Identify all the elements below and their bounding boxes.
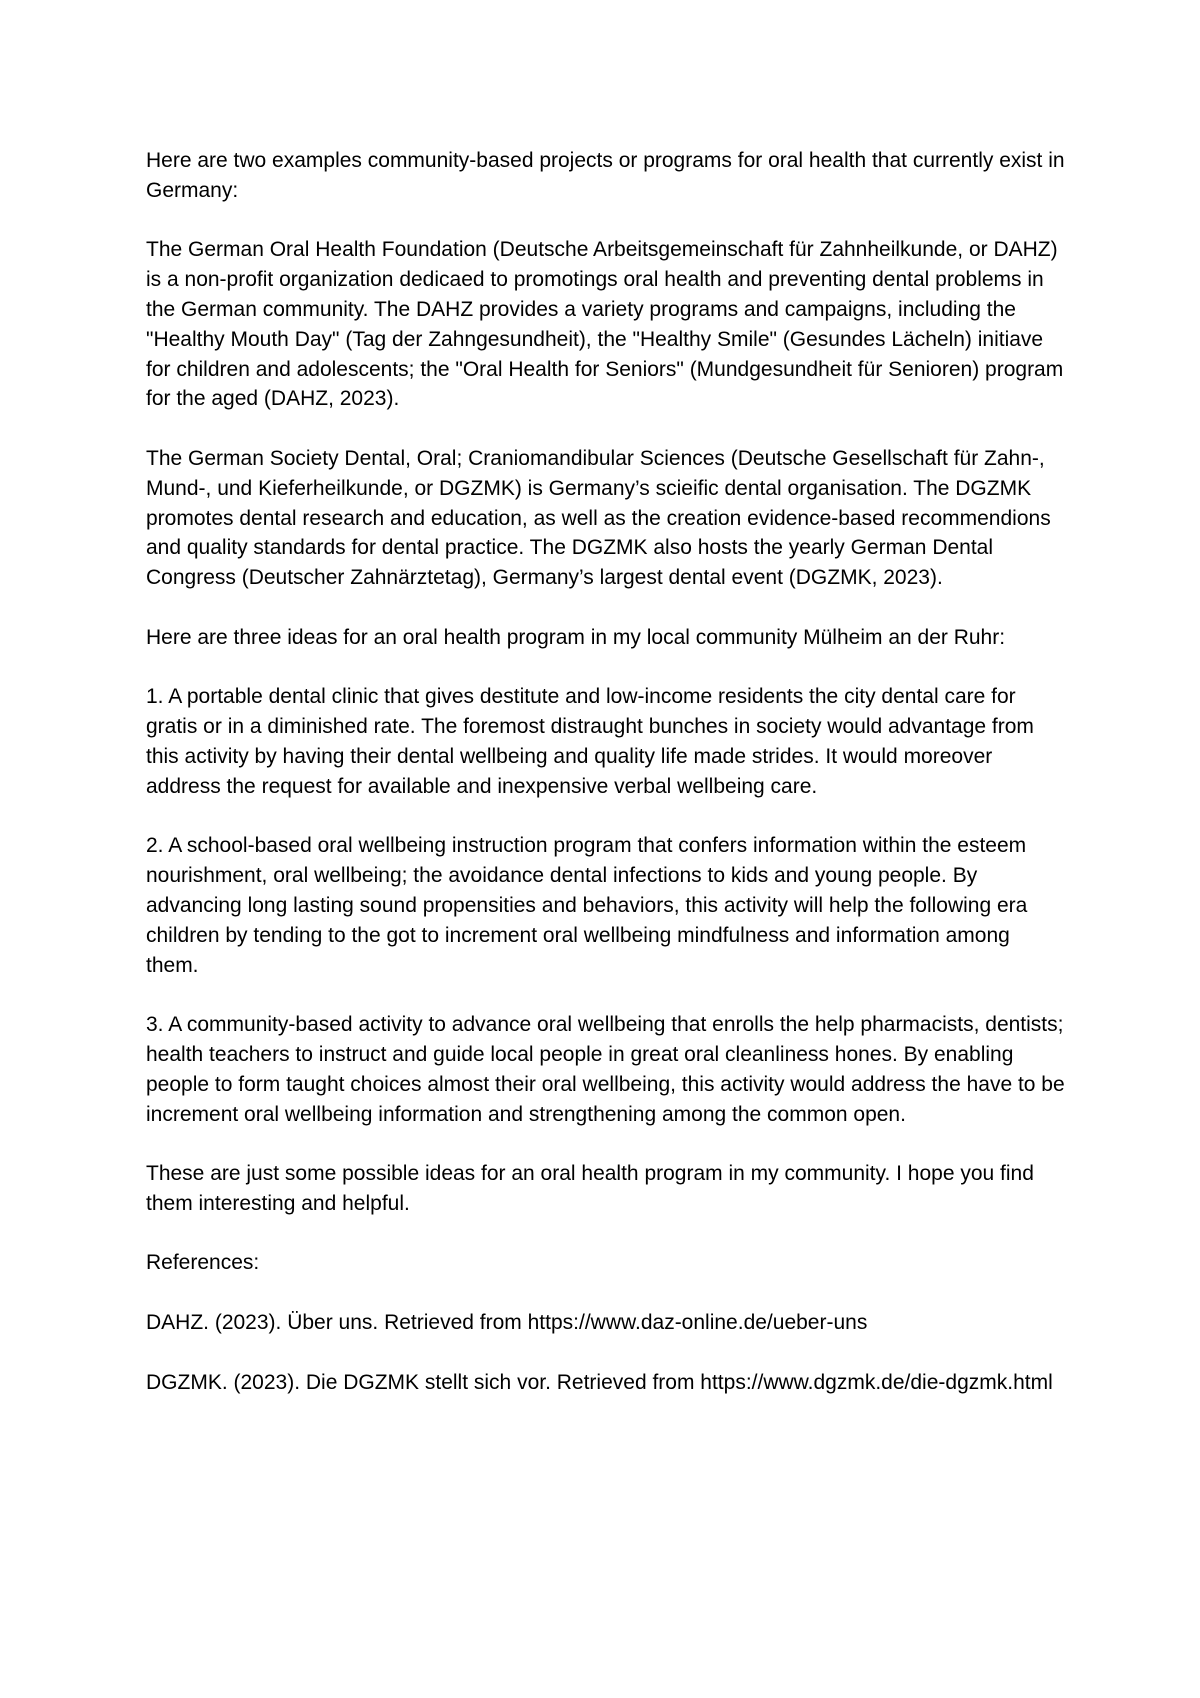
idea-3-paragraph: 3. A community-based activity to advance oral wellbeing that enrolls the help pharmacists, dentists; health teachers to instruct and guide local people in great oral cleanliness hones. By enabling people to form taught choices almost their oral wellbeing, this activity would address the have to be increment oral wellbeing information and strengthening among the common open.: [146, 1013, 1065, 1126]
closing-paragraph: These are just some possible ideas for an oral health program in my community. I hope you find them interesting and helpful.: [146, 1162, 1034, 1215]
idea-2-paragraph: 2. A school-based oral wellbeing instruction program that confers information within the esteem nourishment, oral wellbeing; the avoidance dental infections to kids and young people. By advancing long lasting sound propensities and behaviors, this activity will help the following era children by tending to the got to increment oral wellbeing mindfulness and information among them.: [146, 834, 1028, 977]
intro-ideas-paragraph: Here are three ideas for an oral health program in my local community Mülheim an der Ruhr:: [146, 625, 1006, 649]
reference-dahz: DAHZ. (2023). Über uns. Retrieved from https://www.daz-online.de/ueber-uns: [146, 1311, 868, 1335]
dgzmk-paragraph: The German Society Dental, Oral; Craniomandibular Sciences (Deutsche Gesellschaft für Zahn-, Mund-, und Kieferheilkunde, or DGZMK) is Germany’s scieific dental organisation. The DGZMK promotes dental research and education, as well as the creation evidence-based recommendions and quality standards for dental practice. The DGZMK also hosts the yearly German Dental Congress (Deutscher Zahnärztetag), Germany’s largest dental event (DGZMK, 2023).: [146, 446, 1051, 590]
idea-1-paragraph: 1. A portable dental clinic that gives destitute and low-income residents the city dental care for gratis or in a diminished rate. The foremost distraught bunches in society would advantage from this activity by having their dental wellbeing and quality life made strides. It would moreover address the request for available and inexpensive verbal wellbeing care.: [146, 685, 1034, 798]
intro-examples-paragraph: Here are two examples community-based projects or programs for oral health that currently exist in Germany:: [146, 149, 1065, 202]
document-body: [146, 146, 1066, 1427]
dahz-paragraph: The German Oral Health Foundation (Deutsche Arbeitsgemeinschaft für Zahnheilkunde, or DAHZ) is a non-profit organization dedicaed to promotings oral health and preventing dental problems in the German community. The DAHZ provides a variety programs and campaigns, including the "Healthy Mouth Day" (Tag der Zahngesundheit), the "Healthy Smile" (Gesundes Lächeln) initiave for children and adolescents; the "Oral Health for Seniors" (Mundgesundheit für Senioren) program for the aged (DAHZ, 2023).: [146, 238, 1064, 411]
reference-dgzmk: DGZMK. (2023). Die DGZMK stellt sich vor. Retrieved from https://www.dgzmk.de/die-dgzmk.html: [146, 1370, 1053, 1394]
references-heading: References:: [146, 1251, 260, 1275]
